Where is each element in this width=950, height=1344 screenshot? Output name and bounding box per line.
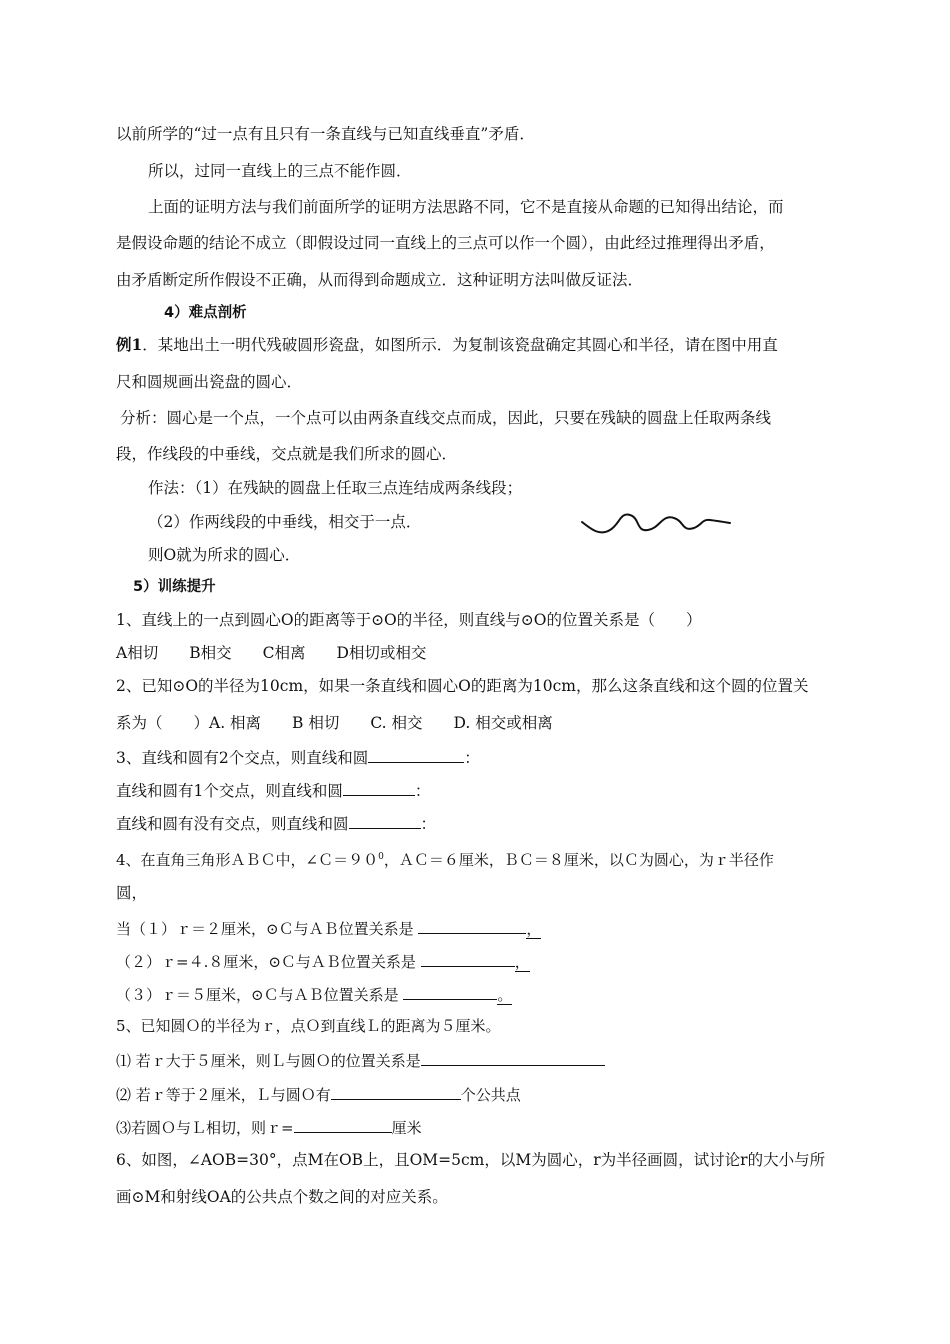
degree-mark: 0 [378, 852, 384, 862]
question-text: （２）ｒ=４.８厘米，⊙Ｃ与ＡＢ位置关系是 [116, 953, 416, 971]
method-line: （2）作两线段的中垂线，相交于一点． [148, 513, 422, 531]
example-label: 例1 [116, 335, 143, 354]
question-4-cont: 圆， [116, 884, 148, 902]
answer-blank[interactable] [418, 917, 526, 934]
question-4-part1 [116, 917, 541, 939]
paragraph-line: 以前所学的“过一点有且只有一条直线与已知直线垂直”矛盾． [116, 125, 535, 143]
paragraph-line: 由矛盾断定所作假设不正确，从而得到命题成立．这种证明方法叫做反证法． [116, 271, 644, 289]
question-text: 个公共点 [460, 1086, 521, 1104]
question-text: 3、直线和圆有2个交点，则直线和圆 [116, 749, 369, 767]
example-line: 尺和圆规画出瓷盘的圆心． [116, 373, 303, 391]
answer-blank[interactable] [421, 950, 515, 967]
method-line: 作法：（1）在残缺的圆盘上任取三点连结成两条线段； [148, 479, 523, 497]
question-4-part2 [116, 950, 530, 972]
question-5a [116, 1049, 605, 1071]
section-heading: 4）难点剖析 [164, 305, 247, 321]
answer-blank[interactable] [294, 1116, 392, 1133]
answer-blank[interactable] [349, 812, 421, 829]
question-4-part3 [116, 983, 512, 1005]
analysis-line: 分析：圆心是一个点，一个点可以由两条直线交点而成，因此，只要在残缺的圆盘上任取两条线 [120, 409, 772, 427]
question-2: 2、已知⊙O的半径为10cm，如果一条直线和圆心O的距离为10cm，那么这条直线和这个圆的位置关 [116, 677, 809, 695]
question-1: 1、直线上的一点到圆心O的距离等于⊙O的半径，则直线与⊙O的位置关系是（ ） [116, 611, 702, 629]
question-5: 5、已知圆Ｏ的半径为ｒ，点Ｏ到直线Ｌ的距离为５厘米。 [116, 1017, 501, 1035]
example-text: ．某地出土一明代残破圆形瓷盘，如图所示．为复制该瓷盘确定其圆心和半径，请在图中用直 [142, 336, 778, 354]
question-text: ： [464, 749, 480, 767]
paragraph-line: 所以，过同一直线上的三点不能作圆． [148, 162, 412, 180]
broken-plate-curve [578, 508, 738, 538]
question-text: ： [414, 782, 431, 800]
question-text: （３）ｒ＝５厘米，⊙Ｃ与ＡＢ位置关系是 [116, 986, 399, 1004]
example-line [116, 335, 778, 355]
paragraph-line: 是假设命题的结论不成立（即假设过同一直线上的三点可以作一个圆），由此经过推理得出矛盾， [116, 234, 775, 252]
question-text: ，ＡＣ＝６厘米，ＢＣ＝８厘米，以Ｃ为圆心，为ｒ半径作 [383, 851, 774, 869]
question-text: ⑶若圆Ｏ与Ｌ相切，则ｒ= [116, 1119, 294, 1137]
question-text: 当（１）ｒ＝２厘米，⊙Ｃ与ＡＢ位置关系是 [116, 920, 414, 938]
question-text: 厘米 [391, 1119, 422, 1137]
question-text: ： [420, 815, 437, 833]
question-text: ⑵ 若ｒ等于２厘米，Ｌ与圆Ｏ有 [116, 1086, 331, 1104]
punct: ， [514, 953, 530, 971]
question-text: 直线和圆有1个交点，则直线和圆 [116, 782, 343, 800]
punct: ， [526, 920, 542, 938]
analysis-line: 段，作线段的中垂线，交点就是我们所求的圆心． [116, 445, 458, 463]
punct: 。 [497, 986, 513, 1004]
question-3a [116, 746, 480, 768]
question-text: ⑴ 若ｒ大于５厘米，则Ｌ与圆Ｏ的位置关系是 [116, 1052, 421, 1070]
question-3b [116, 779, 430, 801]
question-6: 6、如图，∠AOB=30°，点M在OB上，且OM=5cm，以M为圆心，r为半径画圆，试讨论r的大小与所 [116, 1151, 826, 1169]
question-4 [116, 847, 774, 870]
answer-blank[interactable] [331, 1083, 461, 1100]
method-line: 则O就为所求的圆心． [148, 546, 301, 564]
question-2-options: 系为（ ）A. 相离 B 相切 C. 相交 D. 相交或相离 [116, 714, 553, 732]
question-5b [116, 1083, 521, 1105]
answer-blank[interactable] [343, 779, 415, 796]
answer-blank[interactable] [368, 746, 464, 763]
answer-blank[interactable] [421, 1049, 605, 1066]
question-6-cont: 画⊙M和射线OA的公共点个数之间的对应关系。 [116, 1188, 448, 1206]
question-text: 4、在直角三角形ＡＢＣ中，∠Ｃ＝９０ [116, 851, 379, 869]
section-heading: 5）训练提升 [133, 579, 216, 595]
paragraph-line: 上面的证明方法与我们前面所学的证明方法思路不同，它不是直接从命题的已知得出结论，而 [148, 198, 784, 216]
answer-blank[interactable] [403, 983, 497, 1000]
question-5c [116, 1116, 422, 1138]
question-1-options: A相切 B相交 C相离 D相切或相交 [116, 644, 427, 662]
question-3c [116, 812, 436, 834]
question-text: 直线和圆有没有交点，则直线和圆 [116, 815, 349, 833]
